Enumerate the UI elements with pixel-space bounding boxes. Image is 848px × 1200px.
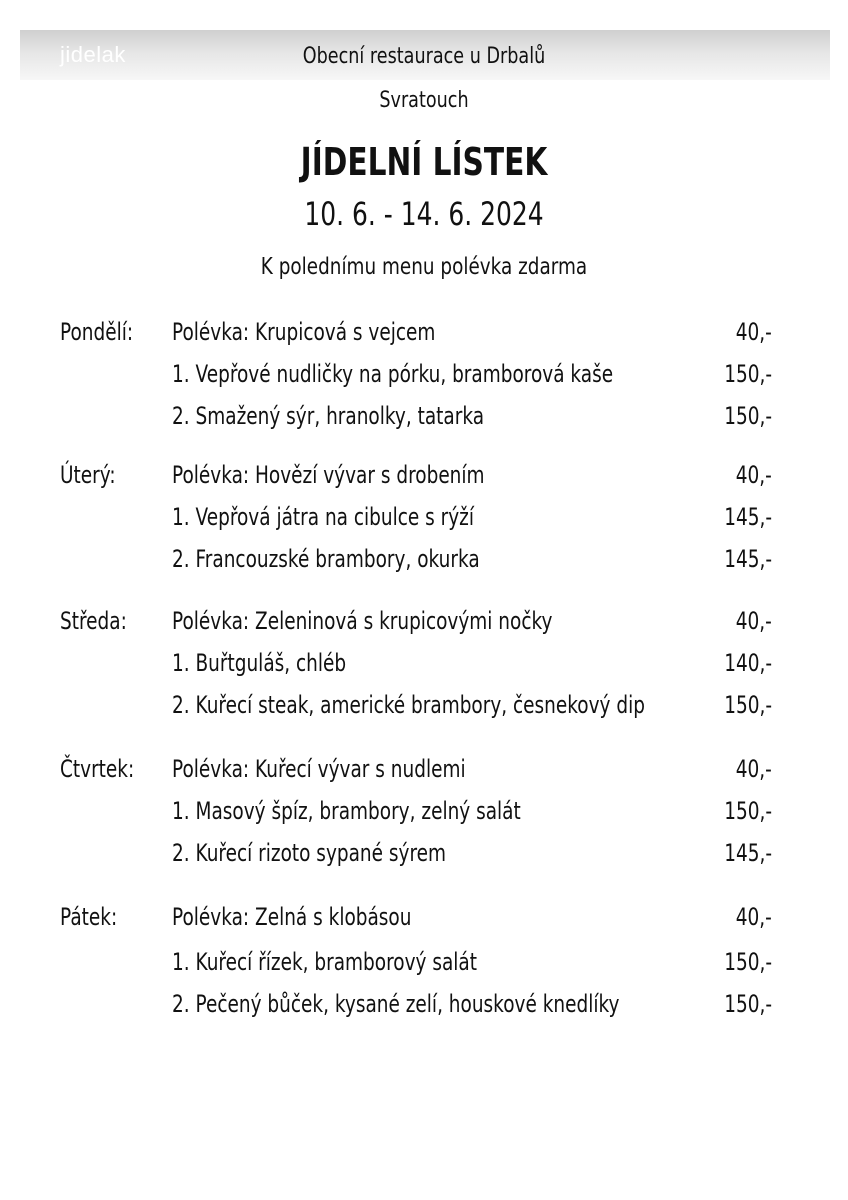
dish-price: 150,- bbox=[724, 797, 772, 825]
soup-note: K polednímu menu polévka zdarma bbox=[260, 254, 588, 280]
dish-name: Polévka: Krupicová s vejcem bbox=[172, 318, 436, 346]
dish-name: Polévka: Kuřecí vývar s nudlemi bbox=[172, 755, 466, 783]
dish-name: 1. Vepřová játra na cibulce s rýží bbox=[172, 503, 475, 531]
dish-price: 150,- bbox=[724, 402, 772, 430]
restaurant-name: Obecní restaurace u Drbalů bbox=[302, 44, 546, 69]
menu-row bbox=[0, 839, 848, 873]
menu-row bbox=[0, 607, 848, 641]
day-name: Středa: bbox=[60, 607, 127, 635]
dish-price: 140,- bbox=[724, 649, 772, 677]
menu-row bbox=[0, 461, 848, 495]
dish-price: 145,- bbox=[724, 503, 772, 531]
dish-price: 40,- bbox=[735, 607, 772, 635]
day-name: Úterý: bbox=[60, 461, 116, 489]
menu-row bbox=[0, 503, 848, 537]
dish-name: Polévka: Zeleninová s krupicovými nočky bbox=[172, 607, 553, 635]
dish-name: 2. Kuřecí rizoto sypané sýrem bbox=[172, 839, 447, 867]
dish-price: 145,- bbox=[724, 545, 772, 573]
dish-price: 40,- bbox=[735, 903, 772, 931]
menu-title: JÍDELNÍ LÍSTEK bbox=[300, 140, 548, 184]
dish-price: 145,- bbox=[724, 839, 772, 867]
day-name: Čtvrtek: bbox=[60, 755, 135, 783]
dish-name: 2. Pečený bůček, kysané zelí, houskové knedlíky bbox=[172, 990, 620, 1018]
dish-name: 2. Francouzské brambory, okurka bbox=[172, 545, 480, 573]
menu-row bbox=[0, 318, 848, 352]
dish-name: Polévka: Hovězí vývar s drobením bbox=[172, 461, 485, 489]
menu-row bbox=[0, 402, 848, 436]
menu-row bbox=[0, 797, 848, 831]
menu-row bbox=[0, 948, 848, 982]
dish-price: 150,- bbox=[724, 990, 772, 1018]
day-name: Pátek: bbox=[60, 903, 118, 931]
menu-row bbox=[0, 903, 848, 937]
dish-price: 40,- bbox=[735, 755, 772, 783]
dish-name: Polévka: Zelná s klobásou bbox=[172, 903, 412, 931]
menu-row bbox=[0, 545, 848, 579]
dish-price: 150,- bbox=[724, 360, 772, 388]
dish-name: 1. Vepřové nudličky na pórku, bramborová kaše bbox=[172, 360, 614, 388]
dish-price: 150,- bbox=[724, 691, 772, 719]
dish-price: 150,- bbox=[724, 948, 772, 976]
menu-row bbox=[0, 649, 848, 683]
dish-price: 40,- bbox=[735, 461, 772, 489]
menu-row bbox=[0, 360, 848, 394]
menu-row bbox=[0, 990, 848, 1024]
dish-name: 1. Masový špíz, brambory, zelný salát bbox=[172, 797, 521, 825]
dish-name: 1. Kuřecí řízek, bramborový salát bbox=[172, 948, 477, 976]
watermark: jidelak bbox=[60, 42, 126, 67]
dish-price: 40,- bbox=[735, 318, 772, 346]
dish-name: 2. Kuřecí steak, americké brambory, česnekový dip bbox=[172, 691, 645, 719]
dish-name: 2. Smažený sýr, hranolky, tatarka bbox=[172, 402, 485, 430]
menu-row bbox=[0, 691, 848, 725]
dish-name: 1. Buřtguláš, chléb bbox=[172, 649, 347, 677]
date-range: 10. 6. - 14. 6. 2024 bbox=[304, 195, 544, 233]
menu-row bbox=[0, 755, 848, 789]
village-name: Svratouch bbox=[379, 88, 469, 113]
day-name: Pondělí: bbox=[60, 318, 134, 346]
